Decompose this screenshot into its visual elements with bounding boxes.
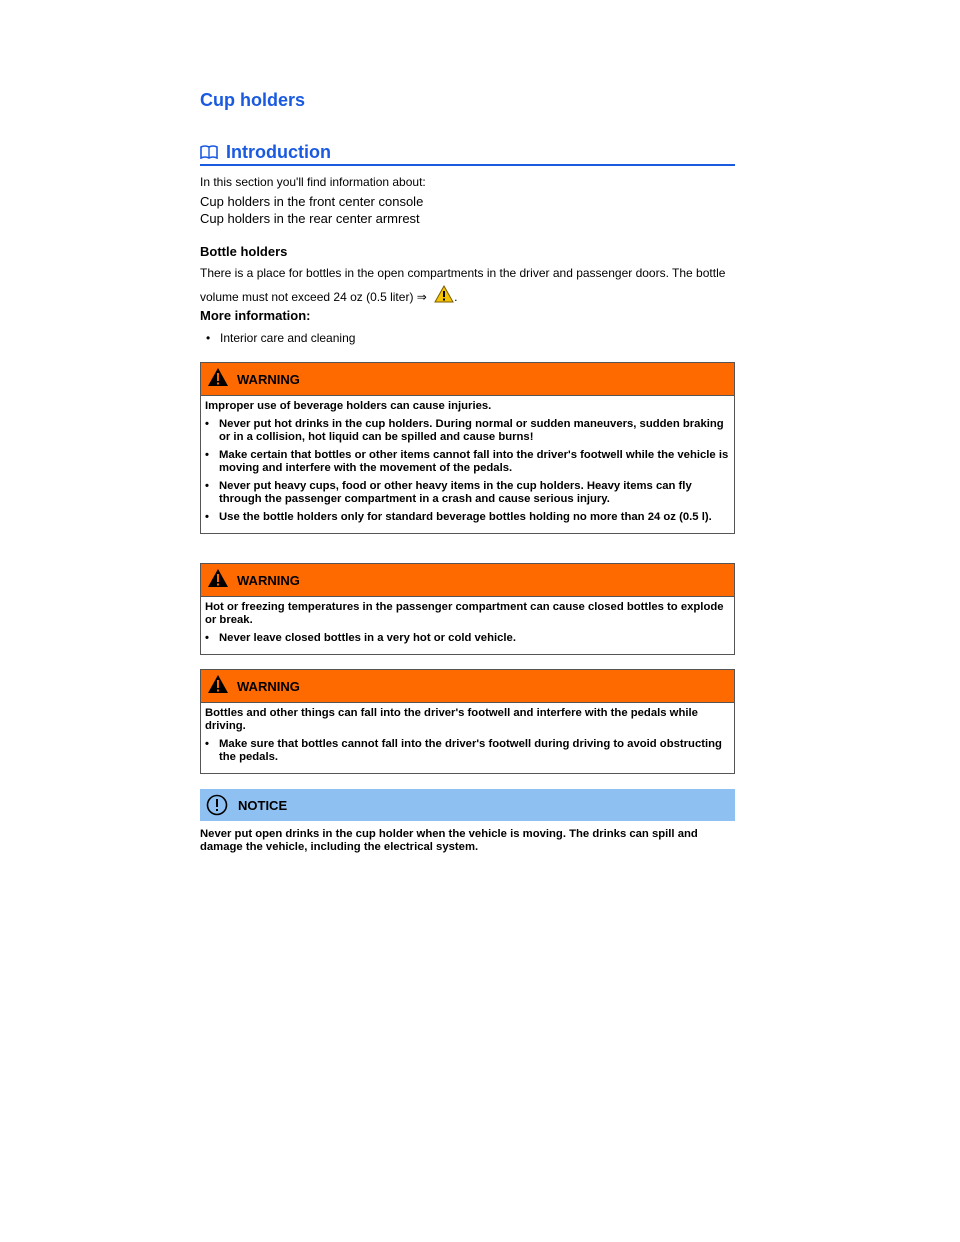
- bottle-text-end: .: [454, 290, 458, 304]
- warning-intro: Bottles and other things can fall into the driver's footwell and interfere with the pedals while driving.: [205, 707, 698, 732]
- exclamation-circle-icon: [206, 794, 228, 816]
- bullet: •: [206, 331, 211, 345]
- more-info-item[interactable]: [206, 330, 355, 346]
- warning-item: [205, 511, 730, 524]
- warning-label: WARNING: [237, 678, 300, 694]
- warning-item: [205, 449, 730, 475]
- warning-triangle-icon[interactable]: [434, 285, 454, 303]
- bottle-holders-heading: Bottle holders: [200, 244, 288, 259]
- notice-text: Never put open drinks in the cup holder when the vehicle is moving. The drinks can spill and damage the vehicle, including the electrical system.: [200, 828, 698, 853]
- warning-triangle-icon: [207, 674, 229, 694]
- bullet: •: [205, 632, 209, 644]
- bullet: •: [205, 511, 209, 523]
- warning-body: [201, 703, 734, 773]
- warning-body: [201, 597, 734, 654]
- warning-item-text: Make sure that bottles cannot fall into the driver's footwell during driving to avoid obstructing the pedals.: [219, 738, 722, 763]
- warning-box-2: [200, 563, 735, 655]
- warning-item-text: Never put hot drinks in the cup holders. During normal or sudden maneuvers, sudden braking or in a collision, hot liquid can be spilled and cause burns!: [219, 418, 724, 443]
- intro-heading: [200, 140, 735, 166]
- warning-item-text: Make certain that bottles or other items cannot fall into the driver's footwell while the vehicle is moving and interfere with the movement of the pedals.: [219, 449, 729, 474]
- warning-item-text: Use the bottle holders only for standard beverage bottles holding no more than 24 oz (0.5 l).: [219, 511, 712, 523]
- warning-item: [205, 480, 730, 506]
- page-title: Cup holders: [200, 90, 306, 110]
- warning-header: [201, 363, 734, 396]
- bottle-text-line2-text: volume must not exceed 24 oz (0.5 liter) ⇒: [200, 290, 427, 304]
- bottle-text-line2: [200, 285, 458, 305]
- bullet: •: [205, 418, 209, 430]
- warning-label: WARNING: [237, 371, 300, 387]
- warning-box-1: [200, 362, 735, 534]
- more-info-item-text: Interior care and cleaning: [220, 331, 356, 345]
- warning-item: [205, 632, 730, 645]
- warning-label: WARNING: [237, 572, 300, 588]
- intro-topic-1[interactable]: Cup holders in the front center console: [200, 194, 424, 209]
- notice-label: NOTICE: [238, 797, 288, 813]
- warning-header: [201, 564, 734, 597]
- warning-intro: Hot or freezing temperatures in the passenger compartment can cause closed bottles to explode or break.: [205, 601, 724, 626]
- intro-topic-2[interactable]: Cup holders in the rear center armrest: [200, 211, 420, 226]
- more-info-heading: More information:: [200, 308, 311, 323]
- warning-header: [201, 670, 734, 703]
- warning-item: [205, 738, 730, 764]
- warning-triangle-icon: [207, 568, 229, 588]
- intro-heading-text: Introduction: [226, 141, 331, 162]
- bullet: •: [205, 449, 209, 461]
- intro-lead: In this section you'll find information about:: [200, 175, 426, 189]
- bullet: •: [205, 738, 209, 750]
- warning-item-text: Never leave closed bottles in a very hot or cold vehicle.: [219, 632, 516, 644]
- warning-item-text: Never put heavy cups, food or other heavy items in the cup holders. Heavy items can fly through the passenger compartment in a crash and cause serious injury.: [219, 480, 692, 505]
- warning-item: [205, 418, 730, 444]
- bottle-text-line1: There is a place for bottles in the open compartments in the driver and passenger doors. The bottle: [200, 266, 726, 280]
- warning-box-3: [200, 669, 735, 774]
- warning-intro: Improper use of beverage holders can cause injuries.: [205, 400, 492, 412]
- warning-body: [201, 396, 734, 533]
- notice-header: [200, 789, 735, 821]
- bullet: •: [205, 480, 209, 492]
- book-icon: [200, 145, 218, 159]
- warning-triangle-icon: [207, 367, 229, 387]
